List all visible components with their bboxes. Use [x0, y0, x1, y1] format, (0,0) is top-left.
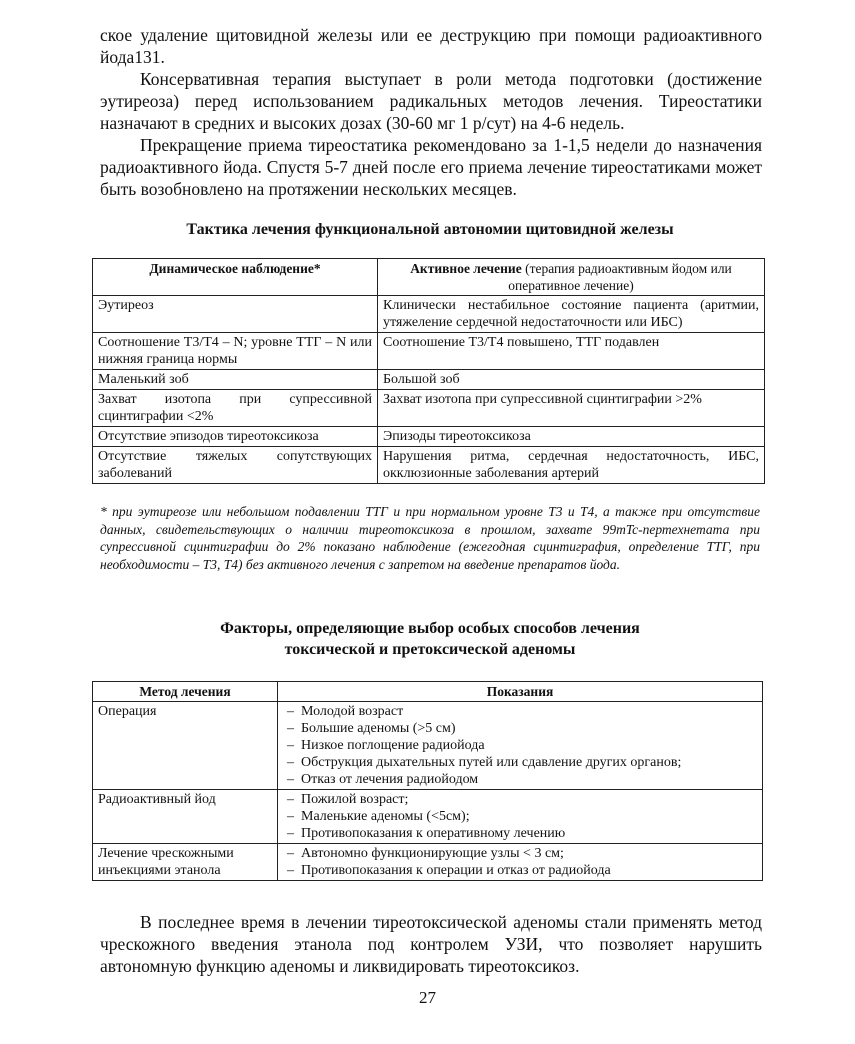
indications-list: [283, 703, 757, 788]
header-method: Метод лечения: [93, 682, 278, 702]
cell-indications: [278, 790, 763, 844]
indications-list: [283, 845, 757, 879]
table-row: [93, 427, 765, 447]
header-active-note: (терапия радиоактивным йодом или оперативное лечение): [508, 261, 732, 293]
paragraph-conservative-therapy: [100, 68, 762, 134]
page-number: 27: [419, 988, 436, 1007]
paragraph-text: Консервативная терапия выступает в роли метода подготовки (достижение эутиреоза) перед использованием радикальных методов лечения. Тиреостатики назначают в средних и высоких дозах (30-60 мг 1 р/сут) на 4-6 недель.: [100, 69, 762, 133]
tactics-table: [92, 258, 765, 484]
cell-right: Захват изотопа при супрессивной сцинтиграфии >2%: [378, 390, 765, 427]
table-row: [93, 370, 765, 390]
cell-right: Эпизоды тиреотоксикоза: [378, 427, 765, 447]
header-observation: Динамическое наблюдение*: [93, 259, 378, 296]
cell-indications: [278, 702, 763, 790]
cell-left: Захват изотопа при супрессивной сцинтиграфии <2%: [93, 390, 378, 427]
indications-list: [283, 791, 757, 842]
paragraph-text: Прекращение приема тиреостатика рекомендовано за 1-1,5 недели до назначения радиоактивного йода. Спустя 5-7 дней после его приема лечение тиреостатиками может быть возобновлено на протяжении нескольких месяцев.: [100, 135, 762, 199]
table1-footnote: * при эутиреозе или небольшом подавлении ТТГ и при нормальном уровне Т3 и Т4, а также при отсутствие данных, свидетельствующих о наличии тиреотоксикоза в прошлом, захвате 99mTc-пертехнетата при супрессивной сцинтиграфии до 2% показано наблюдение (ежегодная сцинтиграфия, определение ТТГ, при необходимости – Т3, Т4) без активного лечения с запретом на введение препаратов йода.: [100, 504, 760, 572]
cell-method: Операция: [93, 702, 278, 790]
cell-left: Маленький зоб: [93, 370, 378, 390]
list-item: – Низкое поглощение радиойода: [283, 737, 757, 754]
header-active-treatment: [378, 259, 765, 296]
list-item: – Обструкция дыхательных путей или сдавление других органов;: [283, 754, 757, 771]
header-indications: Показания: [278, 682, 763, 702]
cell-method: Радиоактивный йод: [93, 790, 278, 844]
list-item: – Автономно функционирующие узлы < 3 см;: [283, 845, 757, 862]
table-header-row: [93, 682, 763, 702]
table2-title-line1: Факторы, определяющие выбор особых способов лечения: [220, 620, 640, 637]
table-header-row: [93, 259, 765, 296]
list-item: – Пожилой возраст;: [283, 791, 757, 808]
list-item: – Маленькие аденомы (<5см);: [283, 808, 757, 825]
cell-left: Эутиреоз: [93, 296, 378, 333]
list-item: – Молодой возраст: [283, 703, 757, 720]
paragraph-text: В последнее время в лечении тиреотоксической аденомы стали применять метод чрескожного введения этанола под контролем УЗИ, что позволяет нарушить автономную функцию аденомы и ликвидировать тиреотоксикоз.: [100, 912, 762, 976]
table-row: [93, 447, 765, 484]
cell-left: Соотношение Т3/Т4 – N; уровне ТТГ – N или нижняя граница нормы: [93, 333, 378, 370]
list-item: – Противопоказания к оперативному лечению: [283, 825, 757, 842]
cell-right: Нарушения ритма, сердечная недостаточность, ИБС, окклюзионные заболевания артерий: [378, 447, 765, 484]
cell-right: Клинически нестабильное состояние пациента (аритмии, утяжеление сердечной недостаточности или ИБС): [378, 296, 765, 333]
table-row: [93, 296, 765, 333]
paragraph-thyrostatic-stop: [100, 134, 762, 200]
table2-title-line2: токсической и претоксической аденомы: [284, 641, 576, 658]
table-row: [93, 390, 765, 427]
header-active-bold: Активное лечение: [410, 261, 522, 276]
paragraph-ethanol: [100, 911, 762, 977]
cell-indications: [278, 844, 763, 881]
table-row: [93, 790, 763, 844]
paragraph-intro: ское удаление щитовидной железы или ее деструкцию при помощи радиоактивного йода131.: [100, 25, 762, 67]
cell-right: Большой зоб: [378, 370, 765, 390]
list-item: – Большие аденомы (>5 см): [283, 720, 757, 737]
cell-left: Отсутствие тяжелых сопутствующих заболеваний: [93, 447, 378, 484]
cell-right: Соотношение Т3/Т4 повышено, ТТГ подавлен: [378, 333, 765, 370]
cell-method: Лечение чрескожными инъекциями этанола: [93, 844, 278, 881]
table1-title: Тактика лечения функциональной автономии щитовидной железы: [186, 221, 674, 238]
adenoma-methods-table: [92, 681, 763, 881]
list-item: – Противопоказания к операции и отказ от радиойода: [283, 862, 757, 879]
list-item: – Отказ от лечения радиойодом: [283, 771, 757, 788]
cell-left: Отсутствие эпизодов тиреотоксикоза: [93, 427, 378, 447]
table-row: [93, 844, 763, 881]
table-row: [93, 702, 763, 790]
table-row: [93, 333, 765, 370]
